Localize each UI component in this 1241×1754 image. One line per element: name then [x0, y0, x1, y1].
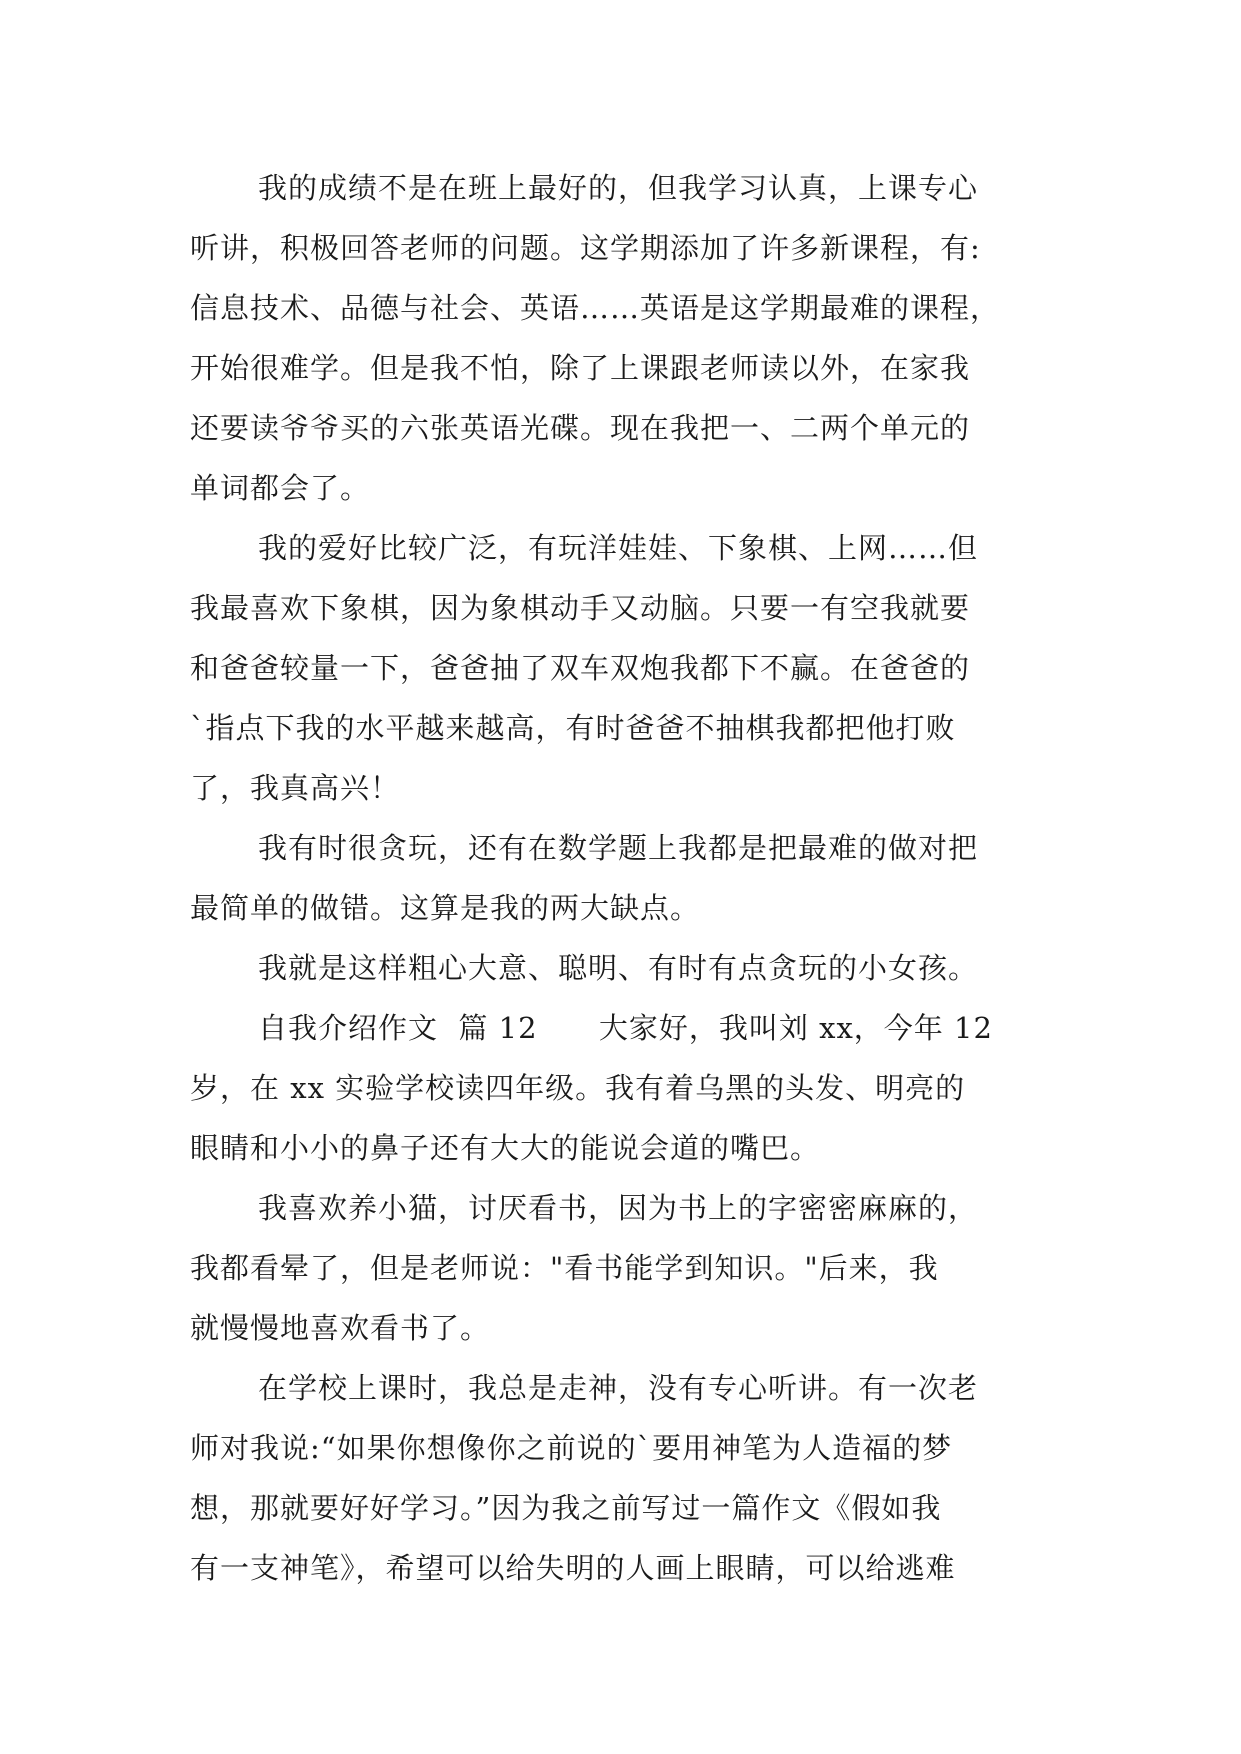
- text-line: 想，那就要好好学习。”因为我之前写过一篇作文《假如我: [190, 1491, 942, 1525]
- text-line: 了，我真高兴！: [190, 771, 401, 805]
- text-line: 在学校上课时，我总是走神，没有专心听讲。有一次老: [258, 1371, 979, 1405]
- text-line: 我最喜欢下象棋，因为象棋动手又动脑。只要一有空我就要: [190, 591, 971, 625]
- text-line: 我就是这样粗心大意、聪明、有时有点贪玩的小女孩。: [258, 951, 979, 985]
- text-line: 就慢慢地喜欢看书了。: [190, 1311, 491, 1345]
- text-line: 我喜欢养小猫，讨厌看书，因为书上的字密密麻麻的，: [258, 1191, 979, 1225]
- text-line: 我的成绩不是在班上最好的，但我学习认真，上课专心: [258, 171, 979, 205]
- text-line: 师对我说:“如果你想像你之前说的`要用神笔为人造福的梦: [190, 1431, 953, 1465]
- text-line: 听讲，积极回答老师的问题。这学期添加了许多新课程，有:: [190, 231, 981, 265]
- text-line: 我有时很贪玩，还有在数学题上我都是把最难的做对把: [258, 831, 979, 865]
- text-line: 还要读爷爷买的六张英语光碟。现在我把一、二两个单元的: [190, 411, 971, 445]
- text-line: 岁，在 xx 实验学校读四年级。我有着乌黑的头发、明亮的: [190, 1071, 966, 1105]
- text-line: 我的爱好比较广泛，有玩洋娃娃、下象棋、上网……但: [258, 531, 979, 565]
- text-line: 开始很难学。但是我不怕，除了上课跟老师读以外，在家我: [190, 351, 971, 385]
- text-line: 有一支神笔》，希望可以给失明的人画上眼睛，可以给逃难: [190, 1551, 956, 1585]
- text-line: 单词都会了。: [190, 471, 371, 505]
- text-line: 最简单的做错。这算是我的两大缺点。: [190, 891, 701, 925]
- text-line: `指点下我的水平越来越高，有时爸爸不抽棋我都把他打败: [190, 711, 956, 745]
- section-heading-line: 自我介绍作文 篇 12 大家好，我叫刘 xx，今年 12: [258, 1011, 993, 1045]
- text-line: 眼睛和小小的鼻子还有大大的能说会道的嘴巴。: [190, 1131, 821, 1165]
- text-line: 我都看晕了，但是老师说："看书能学到知识。"后来，我: [190, 1251, 939, 1285]
- text-line: 和爸爸较量一下，爸爸抽了双车双炮我都下不赢。在爸爸的: [190, 651, 971, 685]
- body-text: [190, 158, 1090, 1598]
- text-line: 信息技术、品德与社会、英语……英语是这学期最难的课程，: [190, 291, 1001, 325]
